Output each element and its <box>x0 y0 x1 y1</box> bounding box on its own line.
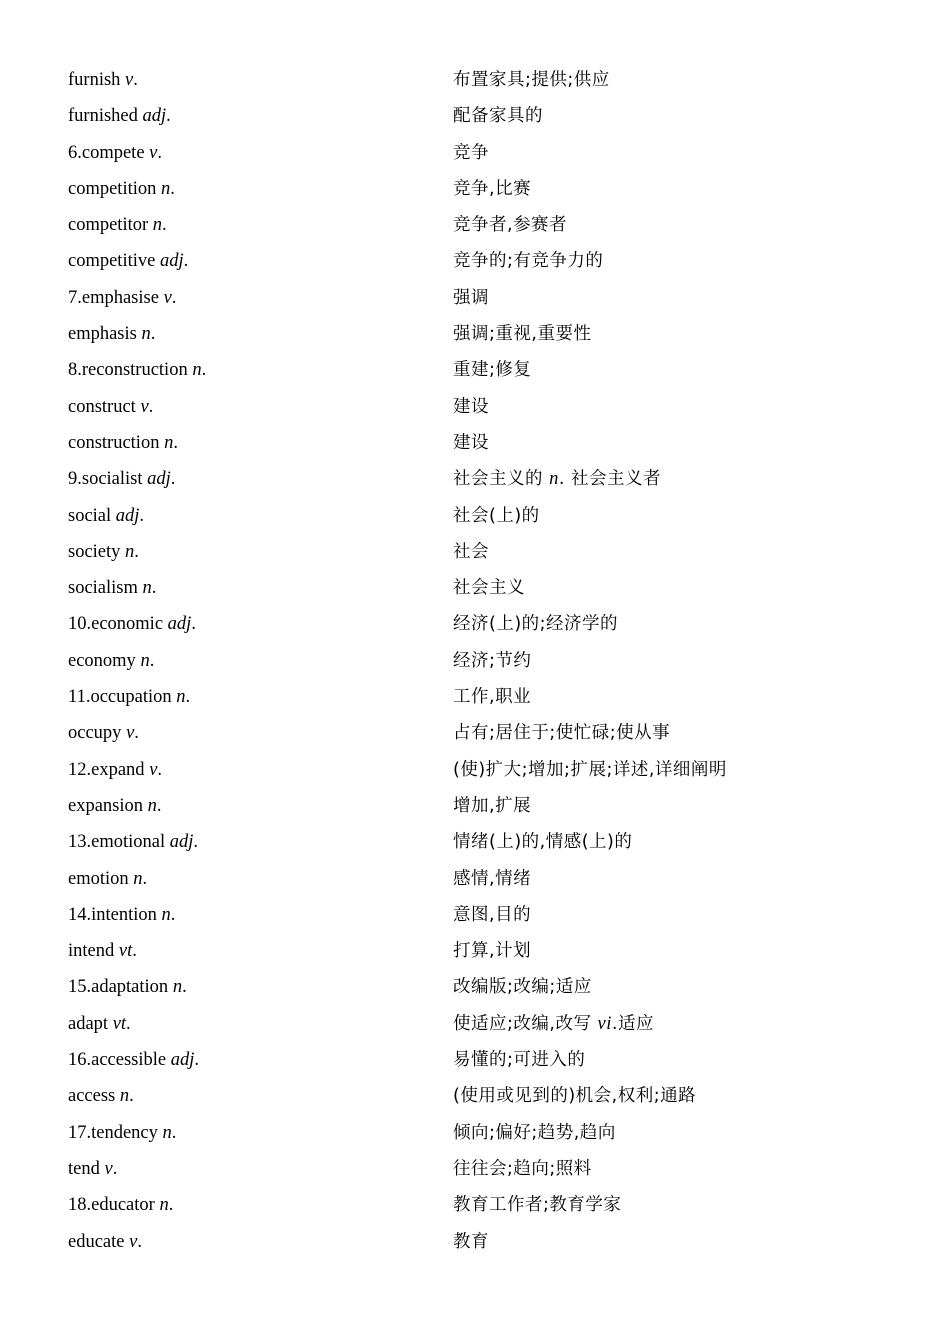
vocab-row <box>68 171 888 207</box>
meaning: 打算,计划 <box>453 941 532 962</box>
english-term: occupy v. <box>68 723 139 744</box>
word: economy <box>68 650 136 671</box>
chinese-meaning <box>453 207 567 243</box>
word: 10.economic <box>68 614 164 635</box>
part-of-speech: n <box>142 578 152 599</box>
part-of-speech: adj <box>142 106 167 127</box>
meaning: 感情,情绪 <box>453 868 532 889</box>
part-of-speech: n <box>164 432 174 453</box>
english-term: 9.socialist adj. <box>68 469 176 490</box>
vocab-row <box>68 897 888 933</box>
part-of-speech: n <box>176 687 186 708</box>
word: 16.accessible <box>68 1050 167 1071</box>
part-of-speech: n <box>161 178 171 199</box>
secondary-part-of-speech: vi <box>597 1013 612 1034</box>
chinese-meaning <box>453 316 591 352</box>
part-of-speech: v <box>149 759 158 780</box>
vocab-row <box>68 1115 888 1151</box>
vocab-row <box>68 352 888 388</box>
word: 18.educator <box>68 1195 155 1216</box>
meaning: 社会主义 <box>453 578 525 599</box>
meaning: 强调;重视,重要性 <box>453 324 592 345</box>
word: access <box>68 1086 116 1107</box>
chinese-meaning <box>453 715 670 751</box>
meaning: 经济(上)的;经济学的 <box>453 614 619 635</box>
part-of-speech: n <box>119 1086 130 1107</box>
meaning: 往往会;趋向;照料 <box>453 1158 592 1179</box>
meaning: (使)扩大;增加;扩展;详述,详细阐明 <box>453 759 727 780</box>
chinese-meaning <box>453 752 727 788</box>
vocab-row <box>68 534 888 570</box>
part-of-speech: adj <box>169 832 194 853</box>
word: 14.intention <box>68 904 157 925</box>
part-of-speech: n <box>147 795 157 816</box>
english-term: 11.occupation n. <box>68 687 191 708</box>
english-term: 14.intention n. <box>68 904 176 925</box>
chinese-meaning <box>453 1224 489 1260</box>
english-term: social adj. <box>68 505 145 526</box>
part-of-speech: v <box>129 1231 138 1252</box>
word: educate <box>68 1231 125 1252</box>
part-of-speech: adj <box>167 614 192 635</box>
part-of-speech: adj <box>147 469 171 490</box>
english-term: educate v. <box>68 1231 142 1252</box>
vocab-row <box>68 207 888 243</box>
part-of-speech: n <box>162 1122 172 1143</box>
english-term: 17.tendency n. <box>68 1122 177 1143</box>
meaning: 情绪(上)的,情感(上)的 <box>453 832 633 853</box>
vocab-row <box>68 498 888 534</box>
chinese-meaning <box>453 969 592 1005</box>
vocab-row <box>68 62 888 98</box>
meaning: 使适应;改编,改写 <box>453 1013 592 1034</box>
part-of-speech: adj <box>159 251 184 272</box>
meaning: 建设 <box>453 432 489 453</box>
vocab-row <box>68 643 888 679</box>
english-term: expansion n. <box>68 795 162 816</box>
meaning: 易懂的;可进入的 <box>453 1050 586 1071</box>
meaning: 社会主义的 <box>453 469 543 490</box>
vocab-row <box>68 1151 888 1187</box>
vocab-row <box>68 788 888 824</box>
chinese-meaning: 使适应;改编,改写 vi.适应 <box>453 1013 654 1034</box>
vocab-row <box>68 606 888 642</box>
word: expansion <box>68 795 144 816</box>
chinese-meaning <box>453 1115 616 1151</box>
word: competitor <box>68 215 149 236</box>
chinese-meaning <box>453 933 531 969</box>
chinese-meaning <box>453 570 525 606</box>
meaning: 强调 <box>453 287 489 308</box>
vocab-row <box>68 425 888 461</box>
english-term: emphasis n. <box>68 324 156 345</box>
chinese-meaning <box>453 280 489 316</box>
meaning: 重建;修复 <box>453 360 532 381</box>
part-of-speech: v <box>104 1158 113 1179</box>
meaning: 配备家具的 <box>453 106 543 127</box>
chinese-meaning <box>453 389 489 425</box>
meaning: 经济;节约 <box>453 650 532 671</box>
english-term: 7.emphasise v. <box>68 287 177 308</box>
part-of-speech: adj <box>170 1050 195 1071</box>
chinese-meaning <box>453 679 531 715</box>
english-term: 16.accessible adj. <box>68 1050 200 1071</box>
part-of-speech: v <box>140 396 149 417</box>
part-of-speech: vt <box>118 941 133 962</box>
vocab-row <box>68 461 888 497</box>
meaning: 社会 <box>453 541 489 562</box>
word: tend <box>68 1158 100 1179</box>
vocab-row <box>68 570 888 606</box>
meaning: 意图,目的 <box>453 904 532 925</box>
part-of-speech: vt <box>112 1013 127 1034</box>
chinese-meaning <box>453 824 632 860</box>
chinese-meaning: 社会主义的 n. 社会主义者 <box>453 469 661 490</box>
word: furnished <box>68 106 138 127</box>
chinese-meaning <box>453 861 531 897</box>
english-term: socialism n. <box>68 578 157 599</box>
vocab-row <box>68 752 888 788</box>
vocab-row <box>68 969 888 1005</box>
chinese-meaning <box>453 534 489 570</box>
meaning: 教育 <box>453 1231 489 1252</box>
english-term: tend v. <box>68 1158 118 1179</box>
chinese-meaning <box>453 897 531 933</box>
secondary-meaning: 适应 <box>617 1013 654 1034</box>
word: 17.tendency <box>68 1122 158 1143</box>
part-of-speech: n <box>152 215 163 236</box>
meaning: 工作,职业 <box>453 687 532 708</box>
vocab-row <box>68 679 888 715</box>
chinese-meaning <box>453 1151 592 1187</box>
chinese-meaning <box>453 352 531 388</box>
vocab-row <box>68 1042 888 1078</box>
meaning: 竞争,比赛 <box>453 178 532 199</box>
english-term: 12.expand v. <box>68 759 163 780</box>
vocab-row <box>68 933 888 969</box>
chinese-meaning <box>453 788 531 824</box>
chinese-meaning <box>453 135 489 171</box>
part-of-speech: n <box>133 868 143 889</box>
chinese-meaning <box>453 1187 621 1223</box>
word: 8.reconstruction <box>68 360 188 381</box>
vocab-row <box>68 280 888 316</box>
vocab-row <box>68 824 888 860</box>
english-term: construct v. <box>68 396 154 417</box>
chinese-meaning <box>453 98 543 134</box>
english-term: intend vt. <box>68 941 137 962</box>
part-of-speech: v <box>163 287 172 308</box>
vocab-row <box>68 1224 888 1260</box>
chinese-meaning <box>453 1078 696 1114</box>
vocab-row <box>68 135 888 171</box>
english-term: furnished adj. <box>68 106 171 127</box>
vocabulary-list <box>68 62 888 1260</box>
vocab-row <box>68 1187 888 1223</box>
part-of-speech: n <box>125 541 135 562</box>
word: socialism <box>68 578 138 599</box>
part-of-speech: n <box>140 650 150 671</box>
english-term: emotion n. <box>68 868 148 889</box>
part-of-speech: n <box>141 324 151 345</box>
english-term: adapt vt. <box>68 1013 131 1034</box>
meaning: 建设 <box>453 396 489 417</box>
chinese-meaning <box>453 1042 585 1078</box>
chinese-meaning <box>453 171 531 207</box>
english-term: 15.adaptation n. <box>68 977 187 998</box>
meaning: (使用或见到的)机会,权利;通路 <box>453 1086 697 1107</box>
meaning: 占有;居住于;使忙碌;使从事 <box>453 723 671 744</box>
secondary-meaning: 社会主义者 <box>570 469 661 490</box>
part-of-speech: n <box>172 977 183 998</box>
word: emphasis <box>68 324 137 345</box>
word: 12.expand <box>68 759 145 780</box>
word: 15.adaptation <box>68 977 169 998</box>
meaning: 增加,扩展 <box>453 795 532 816</box>
word: 11.occupation <box>68 687 172 708</box>
word: 6.compete <box>68 142 145 163</box>
word: social <box>68 505 112 526</box>
word: construction <box>68 432 160 453</box>
vocab-row <box>68 715 888 751</box>
vocab-row <box>68 98 888 134</box>
word: 13.emotional <box>68 832 166 853</box>
vocab-row <box>68 861 888 897</box>
meaning: 社会(上)的 <box>453 505 540 526</box>
vocab-row <box>68 316 888 352</box>
meaning: 布置家具;提供;供应 <box>453 70 610 90</box>
vocab-row <box>68 243 888 279</box>
word: occupy <box>68 723 122 744</box>
english-term: 8.reconstruction n. <box>68 360 207 381</box>
meaning: 教育工作者;教育学家 <box>453 1195 622 1216</box>
chinese-meaning <box>453 643 531 679</box>
secondary-part-of-speech: n <box>549 469 559 490</box>
word: adapt <box>68 1013 109 1034</box>
vocab-row <box>68 1078 888 1114</box>
part-of-speech: adj <box>115 505 140 526</box>
english-term: economy n. <box>68 650 155 671</box>
english-term: competitive adj. <box>68 251 189 272</box>
english-term: 18.educator n. <box>68 1195 174 1216</box>
word: construct <box>68 396 136 417</box>
meaning: 竞争者,参赛者 <box>453 215 568 236</box>
part-of-speech: v <box>149 142 158 163</box>
word: emotion <box>68 868 129 889</box>
word: competitive <box>68 251 156 272</box>
meaning: 竞争 <box>453 142 489 163</box>
english-term: 13.emotional adj. <box>68 832 198 853</box>
chinese-meaning <box>453 606 618 642</box>
english-term: construction n. <box>68 432 178 453</box>
english-term: 6.compete v. <box>68 142 163 163</box>
word: 9.socialist <box>68 469 143 490</box>
chinese-meaning <box>453 425 489 461</box>
part-of-speech: n <box>159 1195 169 1216</box>
english-term: competition n. <box>68 178 175 199</box>
meaning: 改编版;改编;适应 <box>453 977 592 998</box>
vocab-row <box>68 1006 888 1042</box>
word: furnish <box>68 70 121 90</box>
chinese-meaning <box>453 498 540 534</box>
word: society <box>68 541 121 562</box>
chinese-meaning <box>453 243 603 279</box>
part-of-speech: v <box>125 70 134 90</box>
meaning: 倾向;偏好;趋势,趋向 <box>453 1122 616 1143</box>
meaning: 竞争的;有竞争力的 <box>453 251 604 272</box>
word: 7.emphasise <box>68 287 159 308</box>
english-term: furnish v. <box>68 70 138 90</box>
vocab-row <box>68 389 888 425</box>
part-of-speech: n <box>192 360 202 381</box>
english-term: society n. <box>68 541 139 562</box>
part-of-speech: n <box>161 904 171 925</box>
word: intend <box>68 941 115 962</box>
english-term: access n. <box>68 1086 134 1107</box>
part-of-speech: v <box>126 723 135 744</box>
english-term: 10.economic adj. <box>68 614 196 635</box>
word: competition <box>68 178 157 199</box>
english-term: competitor n. <box>68 215 167 236</box>
chinese-meaning <box>453 62 610 98</box>
